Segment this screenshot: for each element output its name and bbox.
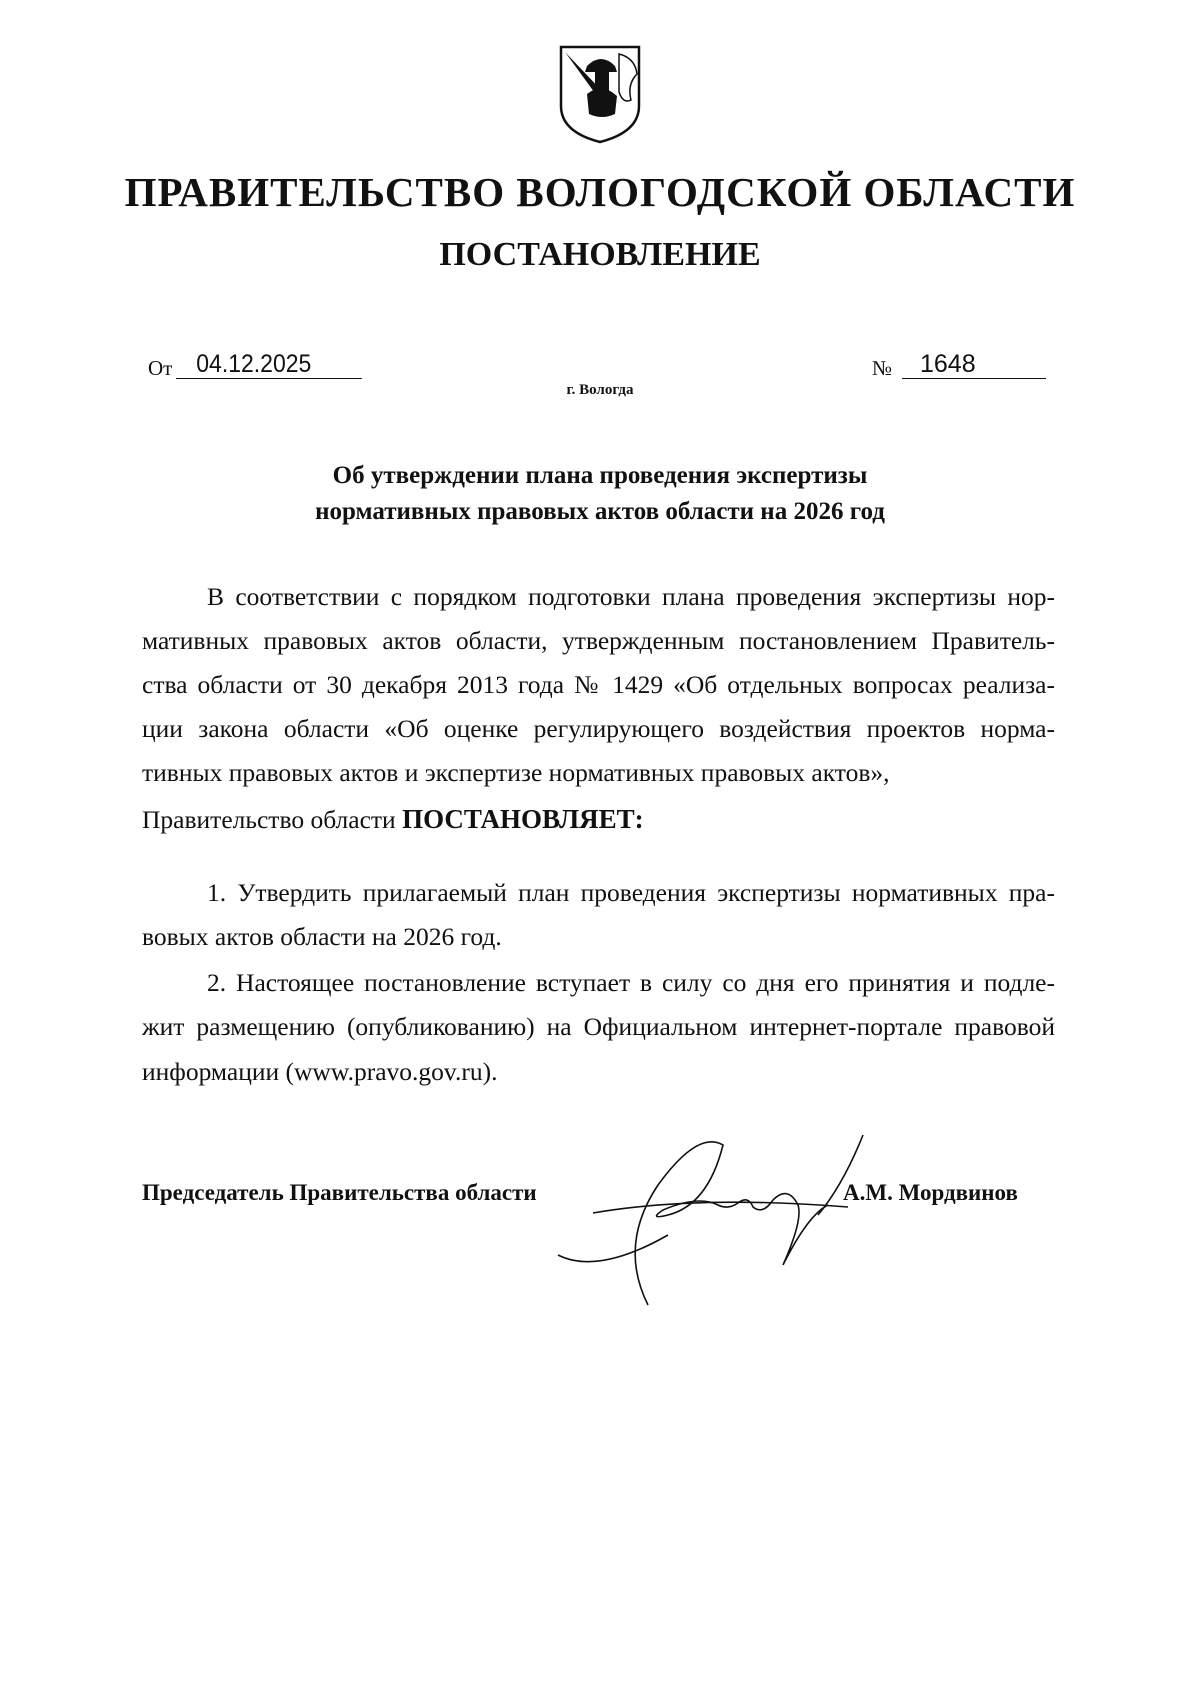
handwritten-signature: [548, 1125, 878, 1310]
authority-title: ПРАВИТЕЛЬСТВО ВОЛОГОДСКОЙ ОБЛАСТИ: [124, 169, 1076, 215]
preamble-line: ства области от 30 декабря 2013 года № 1429 «Об отдельных вопросах реализа-: [142, 670, 1055, 699]
document-subject: [0, 458, 1200, 530]
preamble-line: В соответствии с порядком подготовки плана проведения экспертизы нор-: [207, 582, 1055, 611]
subject-line: нормативных правовых актов области на 2026 год: [315, 498, 885, 525]
preamble-line: тивных правовых актов и экспертизе нормативных правовых актов»,: [142, 758, 890, 787]
resolve-word: ПОСТАНОВЛЯЕТ:: [402, 804, 644, 834]
preamble-line: мативных правовых актов области, утвержденным постановлением Правитель-: [142, 626, 1055, 655]
preamble-line: ции закона области «Об оценке регулирующего воздействия проектов норма-: [142, 714, 1055, 743]
item-2-line: информации (www.pravo.gov.ru).: [142, 1057, 498, 1086]
city: г. Вологда: [566, 382, 634, 398]
item-1-line: вовых актов области на 2026 год.: [142, 922, 502, 951]
subject-line: Об утверждении плана проведения экспертизы: [332, 462, 868, 489]
coat-of-arms-emblem: [557, 44, 643, 144]
item-2-line: жит размещению (опубликованию) на Официальном интернет-портале правовой: [142, 1012, 1055, 1041]
document-type: ПОСТАНОВЛЕНИЕ: [439, 236, 761, 273]
number-prefix: №: [872, 356, 893, 380]
resolve-line: [142, 804, 1055, 835]
item-1-line: 1. Утвердить прилагаемый план проведения экспертизы нормативных пра-: [207, 878, 1055, 907]
item-2-line: 2. Настоящее постановление вступает в силу со дня его принятия и подле-: [207, 968, 1055, 997]
date-prefix: От: [148, 356, 173, 380]
signatory-name: А.М. Мордвинов: [843, 1180, 1018, 1205]
resolve-prefix: Правительство области: [142, 805, 403, 834]
signatory-position: Председатель Правительства области: [142, 1180, 537, 1205]
document-date: 04.12.2025: [176, 352, 362, 379]
document-number: 1648: [902, 352, 1046, 379]
